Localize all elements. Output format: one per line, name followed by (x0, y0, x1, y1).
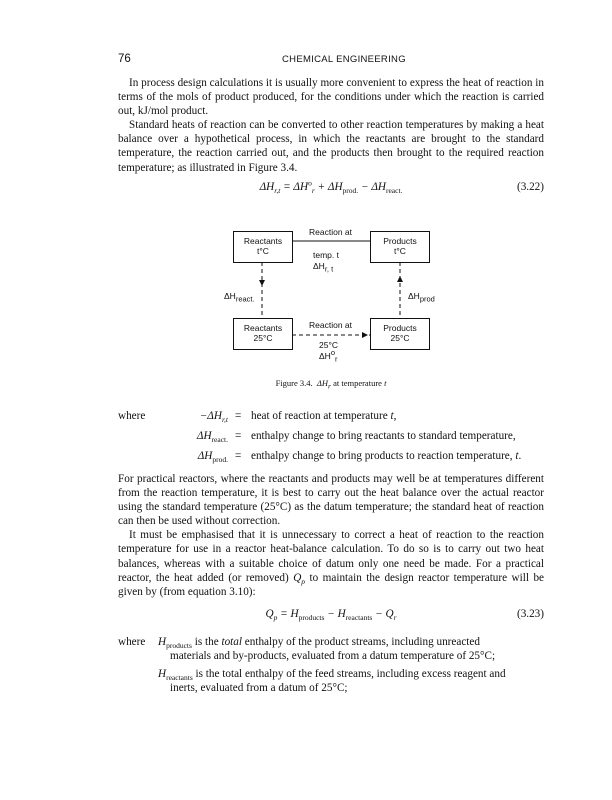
paragraph-3: For practical reactors, where the reactants and products may well be at temperatures different from the reaction temperature, it is best to carry out the heat balance over the actual reactor using the standard temperature (25°C) as the datum temperature; the standard heat of reaction can then be used without correction. (118, 473, 544, 528)
left-delta-h: $\Delta H_{react.}$ (224, 291, 255, 304)
where-row-2 (118, 429, 558, 443)
figure-3-4-diagram (222, 226, 462, 366)
box-products-t-temp: t°C (394, 246, 406, 256)
box-reactants-25 (233, 318, 293, 350)
top-arrow-label: Reaction at (309, 227, 352, 237)
equation-3-23 (118, 607, 544, 623)
figure-caption: Figure 3.4. $\Delta H_r$ at temperature t (275, 378, 387, 391)
equals-sign: = (235, 430, 242, 442)
page-number: 76 (118, 53, 131, 65)
where-row-3 (118, 449, 558, 463)
definition-1: heat of reaction at temperature t, (251, 410, 397, 422)
equation-3-23-expression: $Q_p = H_{products} - H_{reactants} - Q_r$ (265, 608, 397, 623)
running-head: CHEMICAL ENGINEERING (282, 54, 406, 65)
paragraph-1: In process design calculations it is usually more convenient to express the heat of reaction in terms of the mols of product produced, for the conditions under which the reaction is carried out, kJ/mol product. (118, 77, 544, 118)
box-products-t (370, 231, 430, 263)
equation-3-23-number: (3.23) (516, 608, 544, 620)
box-reactants-25-temp: 25°C (253, 333, 273, 343)
box-products-t-label: Products (383, 236, 417, 246)
intro-text (118, 76, 544, 175)
right-delta-h: $\Delta H_{prod}$ (408, 291, 435, 304)
where-row-1 (118, 409, 558, 423)
where-word-2: where (118, 636, 146, 648)
box-products-25 (370, 318, 430, 350)
box-reactants-t (233, 231, 293, 263)
equation-3-22-number: (3.22) (516, 181, 544, 193)
top-delta-h: $\Delta H_{r, t}$ (313, 261, 334, 274)
box-products-25-label: Products (383, 323, 417, 333)
where-word: where (118, 410, 146, 422)
equation-3-22-expression: $\Delta H_{r,t} = \Delta H^o_r + \Delta H_{prod.} - \Delta H_{react.}$ (259, 178, 403, 196)
symbol-delta-h-react: $\Delta H_{react.}$ (196, 430, 228, 445)
practical-text (118, 472, 544, 599)
definition-h-reactants: $H_{reactants}$ is the total enthalpy of the feed streams, including excess reagent and inerts, evaluated from a datum of 25°C; (158, 668, 506, 695)
symbol-heat-of-reaction: $-\Delta H_{r,t}$ (199, 410, 228, 425)
box-reactants-25-label: Reactants (243, 323, 283, 333)
definition-2: enthalpy change to bring reactants to standard temperature, (251, 430, 516, 442)
paragraph-4: It must be emphasised that it is unnecessary to correct a heat of reaction to the reaction temperature for use in a reactor heat-balance calculation. To do so is to carry out two heat balances, whereas with a suitable choice of datum only one need be made. For a practical reactor, the heat added (or removed) $Q_p$ to maintain the design reactor temperature will be given by (from equation 3.10): (118, 529, 544, 598)
bottom-delta-h: $\Delta H^o_r$ (319, 348, 338, 364)
box-reactants-t-temp: t°C (257, 246, 269, 256)
bottom-arrow-label: Reaction at (309, 320, 352, 330)
top-arrow-temp: temp. t (313, 250, 339, 260)
bottom-arrow-temp: 25°C (319, 340, 338, 350)
box-reactants-t-label: Reactants (243, 236, 283, 246)
equation-3-22 (118, 180, 544, 196)
equals-sign: = (235, 450, 242, 462)
definition-3: enthalpy change to bring products to reaction temperature, t. (251, 450, 522, 462)
box-products-25-temp: 25°C (390, 333, 410, 343)
equals-sign: = (235, 410, 242, 422)
paragraph-2: Standard heats of reaction can be converted to other reaction temperatures by making a heat balance over a hypothetical process, in which the reactants are brought to the standard temperature, the reaction carried out, and the products then brought to the required reaction temperature; as illustrated in Figure 3.4. (118, 119, 544, 174)
symbol-delta-h-prod: $\Delta H_{prod.}$ (197, 450, 228, 465)
definition-h-products: $H_{products}$ is the total enthalpy of the product streams, including unreacted materials and by-products, evaluated from a datum temperature of 25°C; (158, 636, 496, 663)
